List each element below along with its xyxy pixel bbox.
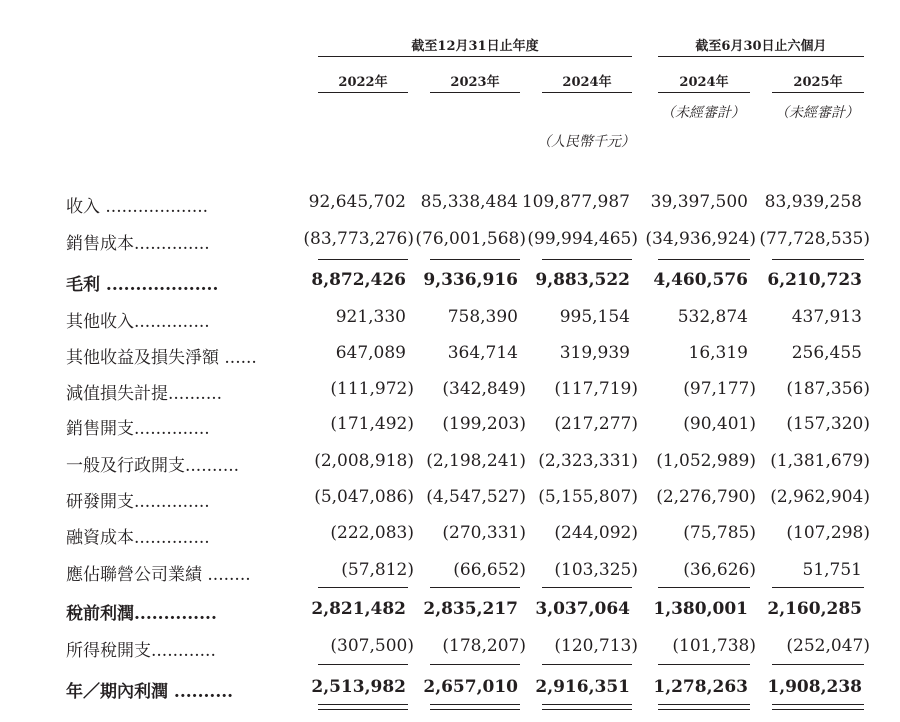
total-double-rule-b xyxy=(430,704,520,710)
value-cell: (178,207) xyxy=(442,636,526,656)
subtotal-rule-1b xyxy=(430,259,520,260)
value-cell: (75,785) xyxy=(683,523,756,543)
value-cell: 4,460,576 xyxy=(653,270,748,290)
value-cell: (2,198,241) xyxy=(426,451,526,471)
year-rule-2 xyxy=(430,92,520,93)
subtotal-rule-1a xyxy=(318,259,408,260)
value-cell: 6,210,723 xyxy=(767,270,862,290)
subtotal-rule-3a xyxy=(318,664,408,665)
year-header-4: 2024年 xyxy=(679,75,729,90)
value-cell: 83,939,258 xyxy=(764,192,862,212)
value-cell: 16,319 xyxy=(688,343,748,363)
row-label-income-tax: 所得稅開支............ xyxy=(66,641,216,661)
value-cell: (66,652) xyxy=(453,560,526,580)
value-cell: 1,278,263 xyxy=(653,677,748,697)
header-group-six-months: 截至6月30日止六個月 xyxy=(695,39,827,54)
value-cell: 256,455 xyxy=(791,343,862,363)
value-cell: 9,336,916 xyxy=(423,270,518,290)
value-cell: (252,047) xyxy=(786,636,870,656)
total-double-rule-e xyxy=(772,704,864,710)
header-group-year-end: 截至12月31日止年度 xyxy=(411,39,539,54)
year-rule-5 xyxy=(772,92,864,93)
value-cell: (222,083) xyxy=(330,523,414,543)
year-rule-3 xyxy=(542,92,632,93)
value-cell: 51,751 xyxy=(802,560,862,580)
value-cell: (342,849) xyxy=(442,379,526,399)
value-cell: (187,356) xyxy=(786,379,870,399)
unaudited-note-1: （未經審計） xyxy=(661,105,745,121)
year-rule-1 xyxy=(318,92,408,93)
value-cell: (5,155,807) xyxy=(538,487,638,507)
value-cell: 39,397,500 xyxy=(650,192,748,212)
value-cell: (76,001,568) xyxy=(415,229,526,249)
value-cell: 1,908,238 xyxy=(767,677,862,697)
value-cell: 109,877,987 xyxy=(521,192,630,212)
value-cell: (111,972) xyxy=(330,379,414,399)
value-cell: 437,913 xyxy=(791,307,862,327)
value-cell: 2,160,285 xyxy=(767,599,862,619)
row-label-profit-for-period: 年／期內利潤 .......... xyxy=(66,682,234,702)
value-cell: (171,492) xyxy=(330,414,414,434)
value-cell: (117,719) xyxy=(554,379,638,399)
value-cell: 9,883,522 xyxy=(535,270,630,290)
subtotal-rule-1d xyxy=(658,259,750,260)
value-cell: (1,052,989) xyxy=(656,451,756,471)
row-label-finance-costs: 融資成本.............. xyxy=(66,528,210,548)
value-cell: (4,547,527) xyxy=(426,487,526,507)
value-cell: (307,500) xyxy=(330,636,414,656)
subtotal-rule-3e xyxy=(772,664,864,665)
value-cell: 647,089 xyxy=(335,343,406,363)
value-cell: (199,203) xyxy=(442,414,526,434)
value-cell: (2,962,904) xyxy=(770,487,870,507)
value-cell: 2,821,482 xyxy=(311,599,406,619)
value-cell: 2,657,010 xyxy=(423,677,518,697)
value-cell: 8,872,426 xyxy=(311,270,406,290)
value-cell: (97,177) xyxy=(683,379,756,399)
subtotal-rule-2e xyxy=(772,587,864,588)
value-cell: 319,939 xyxy=(559,343,630,363)
row-label-profit-before-tax: 稅前利潤.............. xyxy=(66,604,217,624)
value-cell: (101,738) xyxy=(672,636,756,656)
value-cell: (83,773,276) xyxy=(303,229,414,249)
value-cell: 2,513,982 xyxy=(311,677,406,697)
value-cell: 85,338,484 xyxy=(420,192,518,212)
value-cell: 2,835,217 xyxy=(423,599,518,619)
value-cell: (244,092) xyxy=(554,523,638,543)
value-cell: (270,331) xyxy=(442,523,526,543)
value-cell: (217,277) xyxy=(554,414,638,434)
header-group-year-end-rule xyxy=(318,56,632,57)
row-label-rnd-expenses: 研發開支.............. xyxy=(66,492,210,512)
value-cell: (2,323,331) xyxy=(538,451,638,471)
header-group-six-months-rule xyxy=(658,56,864,57)
year-header-5: 2025年 xyxy=(793,75,843,90)
year-rule-4 xyxy=(658,92,750,93)
row-label-revenue: 收入 ................... xyxy=(66,197,209,217)
subtotal-rule-1c xyxy=(542,259,632,260)
total-double-rule-d xyxy=(658,704,750,710)
row-label-gross-profit: 毛利 ................... xyxy=(66,275,219,295)
value-cell: 3,037,064 xyxy=(535,599,630,619)
row-label-selling-expenses: 銷售開支.............. xyxy=(66,419,210,439)
subtotal-rule-2d xyxy=(658,587,750,588)
value-cell: 2,916,351 xyxy=(535,677,630,697)
value-cell: (103,325) xyxy=(554,560,638,580)
value-cell: (99,994,465) xyxy=(527,229,638,249)
value-cell: (5,047,086) xyxy=(314,487,414,507)
unit-note: （人民幣千元） xyxy=(537,134,635,150)
year-header-2: 2023年 xyxy=(450,75,500,90)
value-cell: (120,713) xyxy=(554,636,638,656)
row-label-impairment: 減值損失計提.......... xyxy=(66,384,223,404)
value-cell: 995,154 xyxy=(559,307,630,327)
value-cell: 921,330 xyxy=(335,307,406,327)
subtotal-rule-2a xyxy=(318,587,408,588)
value-cell: (1,381,679) xyxy=(770,451,870,471)
subtotal-rule-2b xyxy=(430,587,520,588)
year-header-1: 2022年 xyxy=(338,75,388,90)
total-double-rule-a xyxy=(318,704,408,710)
value-cell: (77,728,535) xyxy=(759,229,870,249)
row-label-admin-expenses: 一般及行政開支.......... xyxy=(66,456,240,476)
row-label-cost-of-sales: 銷售成本.............. xyxy=(66,234,210,254)
value-cell: 364,714 xyxy=(447,343,518,363)
value-cell: (107,298) xyxy=(786,523,870,543)
subtotal-rule-3d xyxy=(658,664,750,665)
value-cell: (36,626) xyxy=(683,560,756,580)
value-cell: (90,401) xyxy=(683,414,756,434)
unaudited-note-2: （未經審計） xyxy=(775,105,859,121)
subtotal-rule-2c xyxy=(542,587,632,588)
value-cell: (57,812) xyxy=(341,560,414,580)
value-cell: 92,645,702 xyxy=(308,192,406,212)
row-label-other-gains-losses: 其他收益及損失淨額 ...... xyxy=(66,348,257,368)
total-double-rule-c xyxy=(542,704,632,710)
value-cell: 758,390 xyxy=(447,307,518,327)
subtotal-rule-3b xyxy=(430,664,520,665)
subtotal-rule-3c xyxy=(542,664,632,665)
subtotal-rule-1e xyxy=(772,259,864,260)
value-cell: 1,380,001 xyxy=(653,599,748,619)
value-cell: (34,936,924) xyxy=(645,229,756,249)
row-label-other-income: 其他收入.............. xyxy=(66,312,210,332)
year-header-3: 2024年 xyxy=(562,75,612,90)
value-cell: 532,874 xyxy=(677,307,748,327)
value-cell: (2,276,790) xyxy=(656,487,756,507)
value-cell: (2,008,918) xyxy=(314,451,414,471)
row-label-share-of-associates: 應佔聯營公司業績 ........ xyxy=(66,565,251,585)
value-cell: (157,320) xyxy=(786,414,870,434)
